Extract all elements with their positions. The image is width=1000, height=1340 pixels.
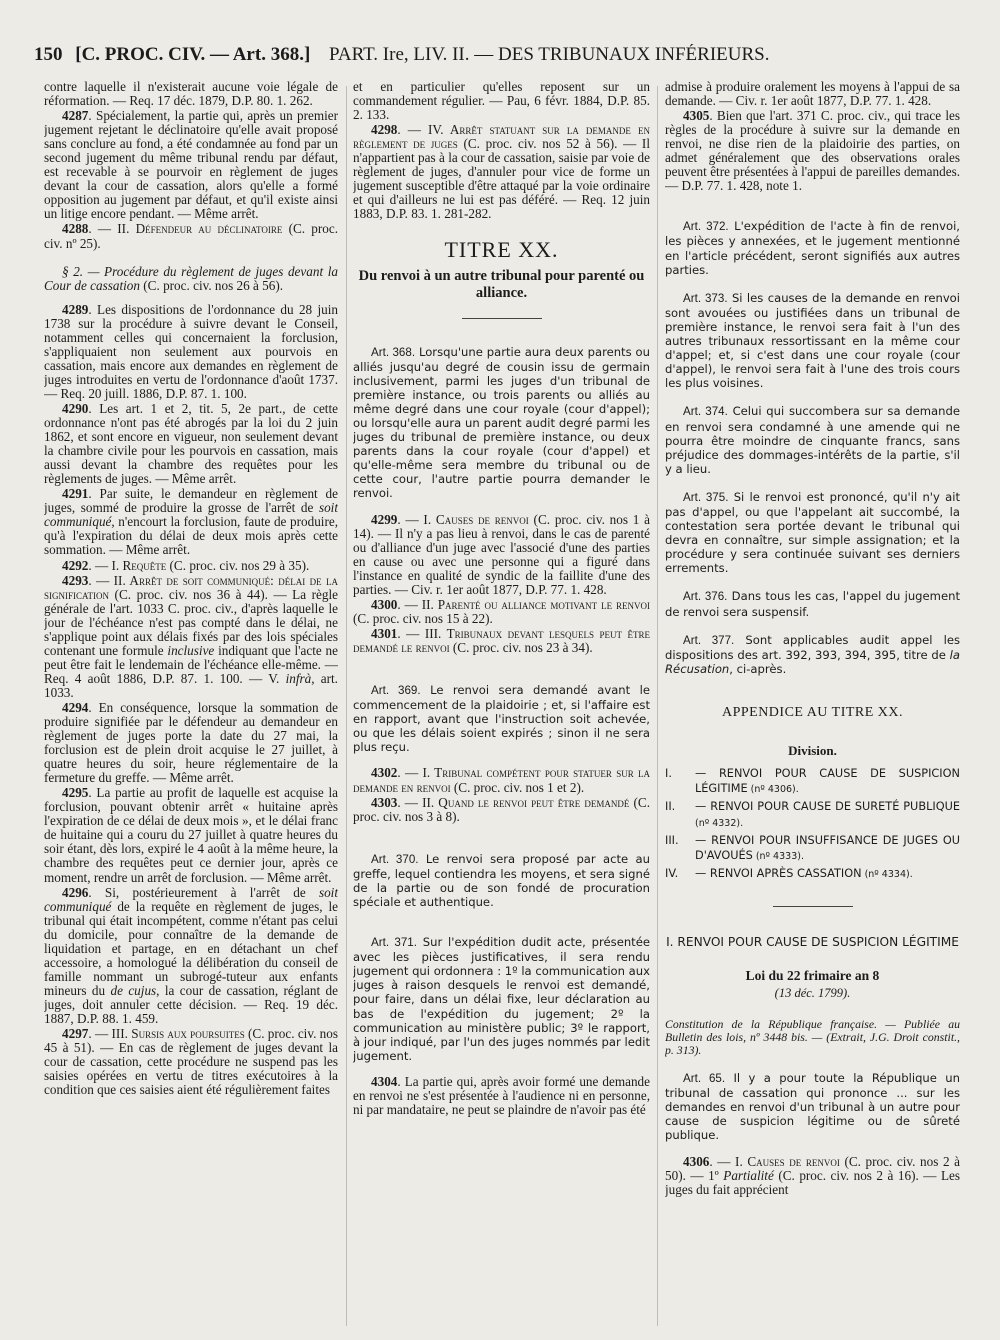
article-label: Art. 373.: [683, 291, 728, 305]
article-italic: la Récusation: [665, 647, 960, 676]
article-371: [353, 935, 650, 1063]
paragraph-number: 4303: [371, 794, 398, 810]
paragraph-number: 4305: [683, 108, 710, 124]
article-text: Celui qui succombera sur sa demande en renvoi sera condamné à une amende qui ne pourra être moindre de cinquante francs, sans préjudice des dommages-intérêts de la partie, s'il y a lieu.: [665, 404, 960, 476]
paragraph-text: (C. proc. civ. nos 1 à 14). — Il n'y a pas lieu à renvoi, dans le cas de parenté ou d'alliance d'un juge avec l'associé d'une des parties en cause ou avec une personne qui a figuré dans l'instance en qualité de syndic de la faillite d'une des parties. — Civ. r. 1er août 1877, D.P. 77. 1. 428.: [353, 511, 650, 597]
paragraph-number: 4302: [371, 765, 398, 781]
paragraph-number: 4301: [371, 625, 398, 641]
paragraph-number: 4295: [62, 785, 89, 801]
paragraph: contre laquelle il n'existerait aucune voie légale de réformation. — Req. 17 déc. 1879, D.P. 80. 1. 262.: [44, 80, 338, 109]
paragraph-heading: . — I. Causes de renvoi: [709, 1153, 840, 1169]
paragraph-4289: [44, 303, 338, 401]
paragraph-4293: [44, 574, 338, 700]
text-column-left: [44, 80, 338, 1330]
article-372: [665, 219, 960, 276]
paragraph-text: . Bien que l'art. 371 C. proc. civ., qui trace les règles de la procédure à suivre sur la demande en renvoi, ne dise rien de la plaidoirie des parties, on admet généralement que des observations orales peuvent être présentées à l'appui de pareilles demandes. — D.P. 77. 1. 428, note 1.: [665, 108, 960, 194]
paragraph-number: 4291: [62, 486, 89, 502]
article-label: Art. 368.: [371, 345, 416, 359]
paragraph: et en particulier qu'elles reposent sur un commandement régulier. — Pau, 6 févr. 1884, D.P. 85. 2. 133.: [353, 80, 650, 123]
paragraph: admise à produire oralement les moyens à l'appui de sa demande. — Civ. r. 1er août 1877, D.P. 77. 1. 428.: [665, 80, 960, 109]
section-ref: (C. proc. civ. nos 26 à 56).: [139, 277, 284, 293]
paragraph-text: (C. proc. civ. nos 52 à 56). — Il n'appartient pas à la cour de cassation, saisie par voie de règlement de juges, d'annuler pour vice de forme un jugement susceptible d'être attaqué par la voie ordinaire et qui d'ailleurs ne lui est pas déféré. — Req. 12 juin 1883, D.P. 83. 1. 281-282.: [353, 136, 650, 222]
article-label: Art. 372.: [683, 220, 729, 234]
paragraph-heading: . — III. Tribunaux devant lesquels peut être demandé le renvoi: [353, 625, 650, 655]
paragraph-italic: soit communiqué: [44, 500, 338, 530]
paragraph-number: 4296: [62, 884, 89, 900]
article-377: [665, 633, 960, 676]
article-label: Art. 371.: [371, 936, 417, 950]
article-374: [665, 404, 960, 475]
paragraph-text: . Par suite, le demandeur en règlement de juges, sommé de produire la grosse de l'arrêt de: [44, 486, 338, 516]
section-heading: [44, 265, 338, 293]
title-heading: TITRE XX.: [444, 237, 559, 263]
chapter-heading: I. RENVOI POUR CAUSE DE SUSPICION LÉGITIME: [666, 935, 959, 949]
paragraph-number: 4294: [62, 699, 89, 715]
text-column-right: [665, 80, 960, 1330]
article-text: Sur l'expédition dudit acte, présentée avec les pièces justificatives, il sera rendu jugement qui ordonnera : 1º la communication aux juges à raison desquels le renvoi est demandé, pour faire, dans un délai fixe, leur déclaration au bas de l'expédition du jugement; 2º la communication au ministère public; 3º le rapport, à jour indiqué, par l'un des juges nommés par ledit jugement.: [353, 935, 650, 1063]
paragraph-text: . Si, postérieurement à l'arrêt de: [88, 884, 319, 900]
section-title: § 2. — Procédure du règlement de juges devant la Cour de cassation: [44, 263, 338, 293]
section-rule: [462, 318, 542, 319]
article-text: Sont applicables audit appel les dispositions des art. 392, 393, 394, 395, titre de: [665, 632, 960, 662]
law-date: (13 déc. 1799).: [774, 986, 851, 1000]
paragraph-text: (C. proc. civ. nos 3 à 8).: [353, 794, 650, 824]
paragraph-4304: [353, 1075, 650, 1117]
paragraph-text: indiquant que l'acte ne peut être fait le lendemain de l'échéance elle-même. — Req. 4 août 1886, D.P. 87. 1. 100. — V.: [44, 642, 338, 686]
article-368: [353, 345, 650, 501]
column-divider: [346, 86, 347, 1326]
paragraph-heading: . — II. Arrêt de soit communiqué: délai de la signification: [44, 572, 338, 602]
paragraph-number: 4289: [62, 301, 89, 317]
division-item: [665, 866, 960, 882]
paragraph-4287: [44, 109, 338, 221]
article-text: Lorsqu'une partie aura deux parents ou alliés jusqu'au degré de cousin issu de germain inclusivement, parmi les juges d'un tribunal de première instance, ou trois parents ou alliés au même degré dans une cour royale (cour d'appel); ou lorsqu'elle aura un parent audit degré parmi les juges du tribunal de première instance, ou deux parents dans la cour royale (cour d'appel) et qu'elle-même sera membre du tribunal ou de cette cour, l'autre partie pourra demander le renvoi.: [353, 344, 650, 501]
paragraph-4298: [353, 123, 650, 221]
title-subheading: Du renvoi à un autre tribunal pour parenté ou alliance.: [358, 267, 645, 301]
article-text: L'expédition de l'acte à fin de renvoi, les pièces y annexées, et le jugement mentionné en l'article précédent, seront signifiés aux autres parties.: [665, 219, 960, 277]
division-text: — RENVOI POUR INSUFFISANCE DE JUGES OU D'AVOUÉS: [695, 834, 960, 862]
division-title: Division.: [788, 742, 837, 758]
article-text: Le renvoi sera proposé par acte au greffe, lequel contiendra les moyens, et sera signé de la partie ou de son fondé de procuration spéciale et authentique.: [353, 851, 650, 909]
paragraph-text: . En conséquence, lorsque la sommation de produire signifiée par le défendeur au demandeur en règlement de juges porte la date du 27 mai, la forclusion est de plein droit acquise le 27 juillet, à quatre heures du soir, heure réglementaire de la fermeture du greffe. — Même arrêt.: [44, 699, 338, 786]
law-title: Loi du 22 frimaire an 8: [745, 968, 880, 983]
article-65: [665, 1071, 960, 1142]
paragraph-text: , la cour de cassation, réglant de juges, doit annuler cette décision. — Req. 19 déc. 1887, D.P. 88. 1. 459.: [44, 982, 338, 1026]
article-label: Art. 370.: [371, 852, 419, 866]
division-text: — RENVOI APRÈS CASSATION: [695, 867, 862, 880]
article-text: Si le renvoi est prononcé, qu'il n'y ait pas d'appel, ou que l'appelant ait succombé, la contestation sera portée devant le tribunal qui devra en connaître, sur simple assignation; et la procédure y sera continuée suivant ses derniers errements.: [665, 489, 960, 576]
paragraph-4297: [44, 1027, 338, 1097]
article-369: [353, 683, 650, 754]
section-rule: [773, 906, 853, 907]
paragraph-text: (C. proc. civ. nos 45 à 51). — En cas de règlement de juges devant la cour de cassation, cette procédure ne suspend pas les saisies opérées en vertu de titres exécutoires à la condition que ces saisies aient été régulièrement faites: [44, 1026, 338, 1098]
paragraph-4301: [353, 627, 650, 655]
paragraph-italic: Partialité: [723, 1167, 774, 1183]
paragraph-text: . Les dispositions de l'ordonnance du 28 juin 1738 sur la procédure à suivre devant le Conseil, notamment celles qui concernaient la forclusion, s'appliquaient non seulement aux pourvois en cassation, mais encore aux demandes en règlement de juges introduites en vertu de l'ordonnance d'août 1737. — Req. 20 juill. 1886, D.P. 87. 1. 100.: [44, 301, 338, 401]
paragraph-4295: [44, 786, 338, 884]
paragraph-text: (C. proc. civ. nº 25).: [44, 221, 338, 251]
article-label: Art. 375.: [683, 490, 729, 504]
paragraph-number: 4288: [62, 221, 89, 237]
paragraph-number: 4287: [62, 108, 89, 124]
article-370: [353, 852, 650, 909]
paragraph-4288: [44, 222, 338, 250]
division-item: [665, 799, 960, 831]
paragraph-text: . La partie qui, après avoir formé une demande en renvoi ne s'est présentée à l'audience ni en personne, ni par mandataire, ne peut se plaindre de n'avoir pas été: [353, 1073, 650, 1117]
paragraph-number: 4300: [371, 596, 398, 612]
paragraph-4303: [353, 796, 650, 824]
paragraph-text: (C. proc. civ. nos 2 à 50). — 1º: [665, 1153, 960, 1183]
paragraph-text: . Les art. 1 et 2, tit. 5, 2e part., de cette ordonnance n'ont pas été abrogés par la loi du 2 juin 1862, et sont encore en vigueur, non seulement devant la chambre civile pour les pourvois en cassation, mais aussi devant la chambre des requêtes pour les règlements de juges. — Même arrêt.: [44, 400, 338, 487]
division-item: [665, 766, 960, 797]
division-roman: IV.: [665, 867, 679, 880]
division-ref: (nº 4334).: [861, 869, 913, 880]
paragraph-4305: [665, 109, 960, 193]
article-text: Le renvoi sera demandé avant le commencement de la plaidoirie ; et, si l'affaire est en rapport, avant que l'instruction soit achevée, ou que les délais soient expirés ; sinon il ne sera plus reçu.: [353, 683, 650, 755]
paragraph-4292: [44, 559, 338, 573]
paragraph-number: 4304: [371, 1073, 398, 1089]
running-header: [34, 44, 974, 74]
appendix-heading: APPENDICE AU TITRE XX.: [721, 704, 904, 720]
article-text: Si les causes de la demande en renvoi sont avouées ou justifiées dans un tribunal de première instance, le renvoi sera fait à l'un des autres tribunaux ressortissant en la même cour d'appel; et, si c'est dans une cour royale (cour d'appel), le renvoi sera fait à l'une des trois cours les plus voisines.: [665, 290, 960, 391]
paragraph-4299: [353, 513, 650, 597]
article-text: , ci-après.: [729, 661, 787, 676]
paragraph-number: 4306: [683, 1153, 710, 1169]
paragraph-text: (C. proc. civ. nos 2 à 16). — Les juges du fait apprécient: [665, 1167, 960, 1197]
paragraph-number: 4290: [62, 400, 89, 416]
paragraph-4296: [44, 886, 338, 1026]
paragraph-heading: . — I. Causes de renvoi: [397, 511, 529, 527]
paragraph-heading: . — III. Sursis aux poursuites: [88, 1026, 245, 1042]
paragraph-4291: [44, 487, 338, 557]
paragraph-heading: . — II. Parenté ou alliance motivant le renvoi: [397, 596, 650, 612]
article-label: Art. 374.: [683, 405, 728, 419]
paragraph-heading: . — IV. Arrêt statuant sur la demande en règlement de juges: [353, 122, 650, 152]
article-label: Art. 376.: [683, 590, 728, 604]
paragraph-4306: [665, 1155, 960, 1197]
division-item: [665, 833, 960, 864]
paragraph-italic: de cujus: [110, 982, 157, 998]
paragraph-text: (C. proc. civ. nos 1 et 2).: [450, 779, 585, 795]
paragraph-text: , n'encourt la forclusion, faute de produire, qu'à l'expiration du délai de deux mois après cette sommation. — Même arrêt.: [44, 514, 338, 558]
division-ref: (nº 4333).: [752, 851, 804, 862]
paragraph-heading: . — II. Quand le renvoi peut être demandé: [397, 794, 630, 810]
header-right-title: PART. Ire, LIV. II. — DES TRIBUNAUX INFÉRIEURS.: [329, 44, 770, 65]
paragraph-4290: [44, 402, 338, 486]
paragraph-text: . La partie au profit de laquelle est acquise la forclusion, pouvant obtenir arrêt « huitaine après l'expiration de ce délai de deux mois », et le délai franc de huitaine qui a couru du 27 juillet à quatre heures du soir étant, dès lors, expiré le 4 août à la même heure, la chambre des requêtes peut ce dernier jour, après ce moment, rendre un arrêt de forclusion. — Même arrêt.: [44, 785, 338, 885]
division-roman: I.: [665, 767, 672, 780]
paragraph-number: 4297: [62, 1026, 89, 1042]
paragraph-text: (C. proc. civ. nos 23 à 34).: [449, 639, 593, 655]
division-ref: (nº 4306).: [747, 784, 799, 795]
paragraph-text: (C. proc. civ. nos 15 à 22).: [353, 610, 493, 626]
article-373: [665, 291, 960, 391]
article-376: [665, 589, 960, 618]
header-left-title: [C. PROC. CIV. — Art. 368.]: [75, 44, 311, 65]
paragraph-text: (C. proc. civ. nos 36 à 44). — La règle générale de l'art. 1033 C. proc. civ., d'après laquelle le jour de l'échéance n'est pas compté dans le délai, ne s'applique point aux délais fixés par des lois spéciales contenant une formule: [44, 586, 338, 658]
division-text: — RENVOI POUR CAUSE DE SURETÉ PUBLIQUE: [695, 800, 960, 813]
paragraph-number: 4292: [62, 557, 89, 573]
paragraph-4300: [353, 598, 650, 626]
paragraph-heading: . — I. Requête: [88, 557, 167, 573]
text-column-middle: [353, 80, 650, 1330]
division-text: — RENVOI POUR CAUSE DE SUSPICION LÉGITIME: [695, 767, 960, 795]
paragraph-4302: [353, 766, 650, 794]
paragraph-text: (C. proc. civ. nos 29 à 35).: [166, 557, 310, 573]
article-text: Dans tous les cas, l'appel du jugement de renvoi sera suspensif.: [665, 589, 960, 619]
paragraph-text: . Spécialement, la partie qui, après un premier jugement rejetant le déclinatoire qu'elle avait proposé sans conclure au fond, a été condamnée au fond par un second jugement du même tribunal rendu par défaut, est recevable à se pourvoir en règlement de juges devant la cour de cassation, alors qu'elle a formé opposition au jugement par défaut, et qu'il existe ainsi un litige encore pendant. — Même arrêt.: [44, 108, 338, 222]
article-label: Art. 369.: [371, 684, 421, 698]
article-375: [665, 490, 960, 576]
paragraph-number: 4293: [62, 572, 89, 588]
division-roman: III.: [665, 834, 679, 847]
paragraph-number: 4298: [371, 122, 398, 138]
page-number: 150: [34, 44, 63, 65]
column-divider: [657, 86, 658, 1326]
paragraph-number: 4299: [371, 511, 398, 527]
division-ref: (nº 4332).: [695, 818, 744, 829]
paragraph-italic: infrà: [285, 670, 312, 686]
paragraph-4294: [44, 701, 338, 785]
article-label: Art. 65.: [683, 1072, 726, 1086]
division-roman: II.: [665, 800, 676, 813]
paragraph-heading: . — II. Défendeur au déclinatoire: [88, 221, 283, 237]
paragraph-italic: inclusive: [167, 642, 215, 658]
paragraph-italic: soit communiqué: [44, 884, 338, 914]
paragraph-text: , art. 1033.: [44, 670, 338, 700]
article-text: Il y a pour toute la République un tribunal de cassation qui prononce ... sur les demandes en renvoi d'un tribunal à un autre pour cause de suspicion légitime ou de sûreté publique.: [665, 1071, 960, 1143]
article-label: Art. 377.: [683, 633, 735, 647]
paragraph-heading: . — I. Tribunal compétent pour statuer sur la demande en renvoi: [353, 765, 650, 795]
paragraph-text: de la requête en règlement de juges, le tribunal qui était incompétent, comme n'étant pas celui du domicile, pour connaître de la demande de liquidation et partage, en en détachant un chef accessoire, a homologué la délibération du conseil de famille nommant un subrogé-tuteur aux enfants mineurs du: [44, 898, 338, 998]
law-note: Constitution de la République française. — Publiée au Bulletin des lois, nº 3448 bis. — (Extrait, J.G. Droit constit., p. 313).: [665, 1017, 960, 1058]
